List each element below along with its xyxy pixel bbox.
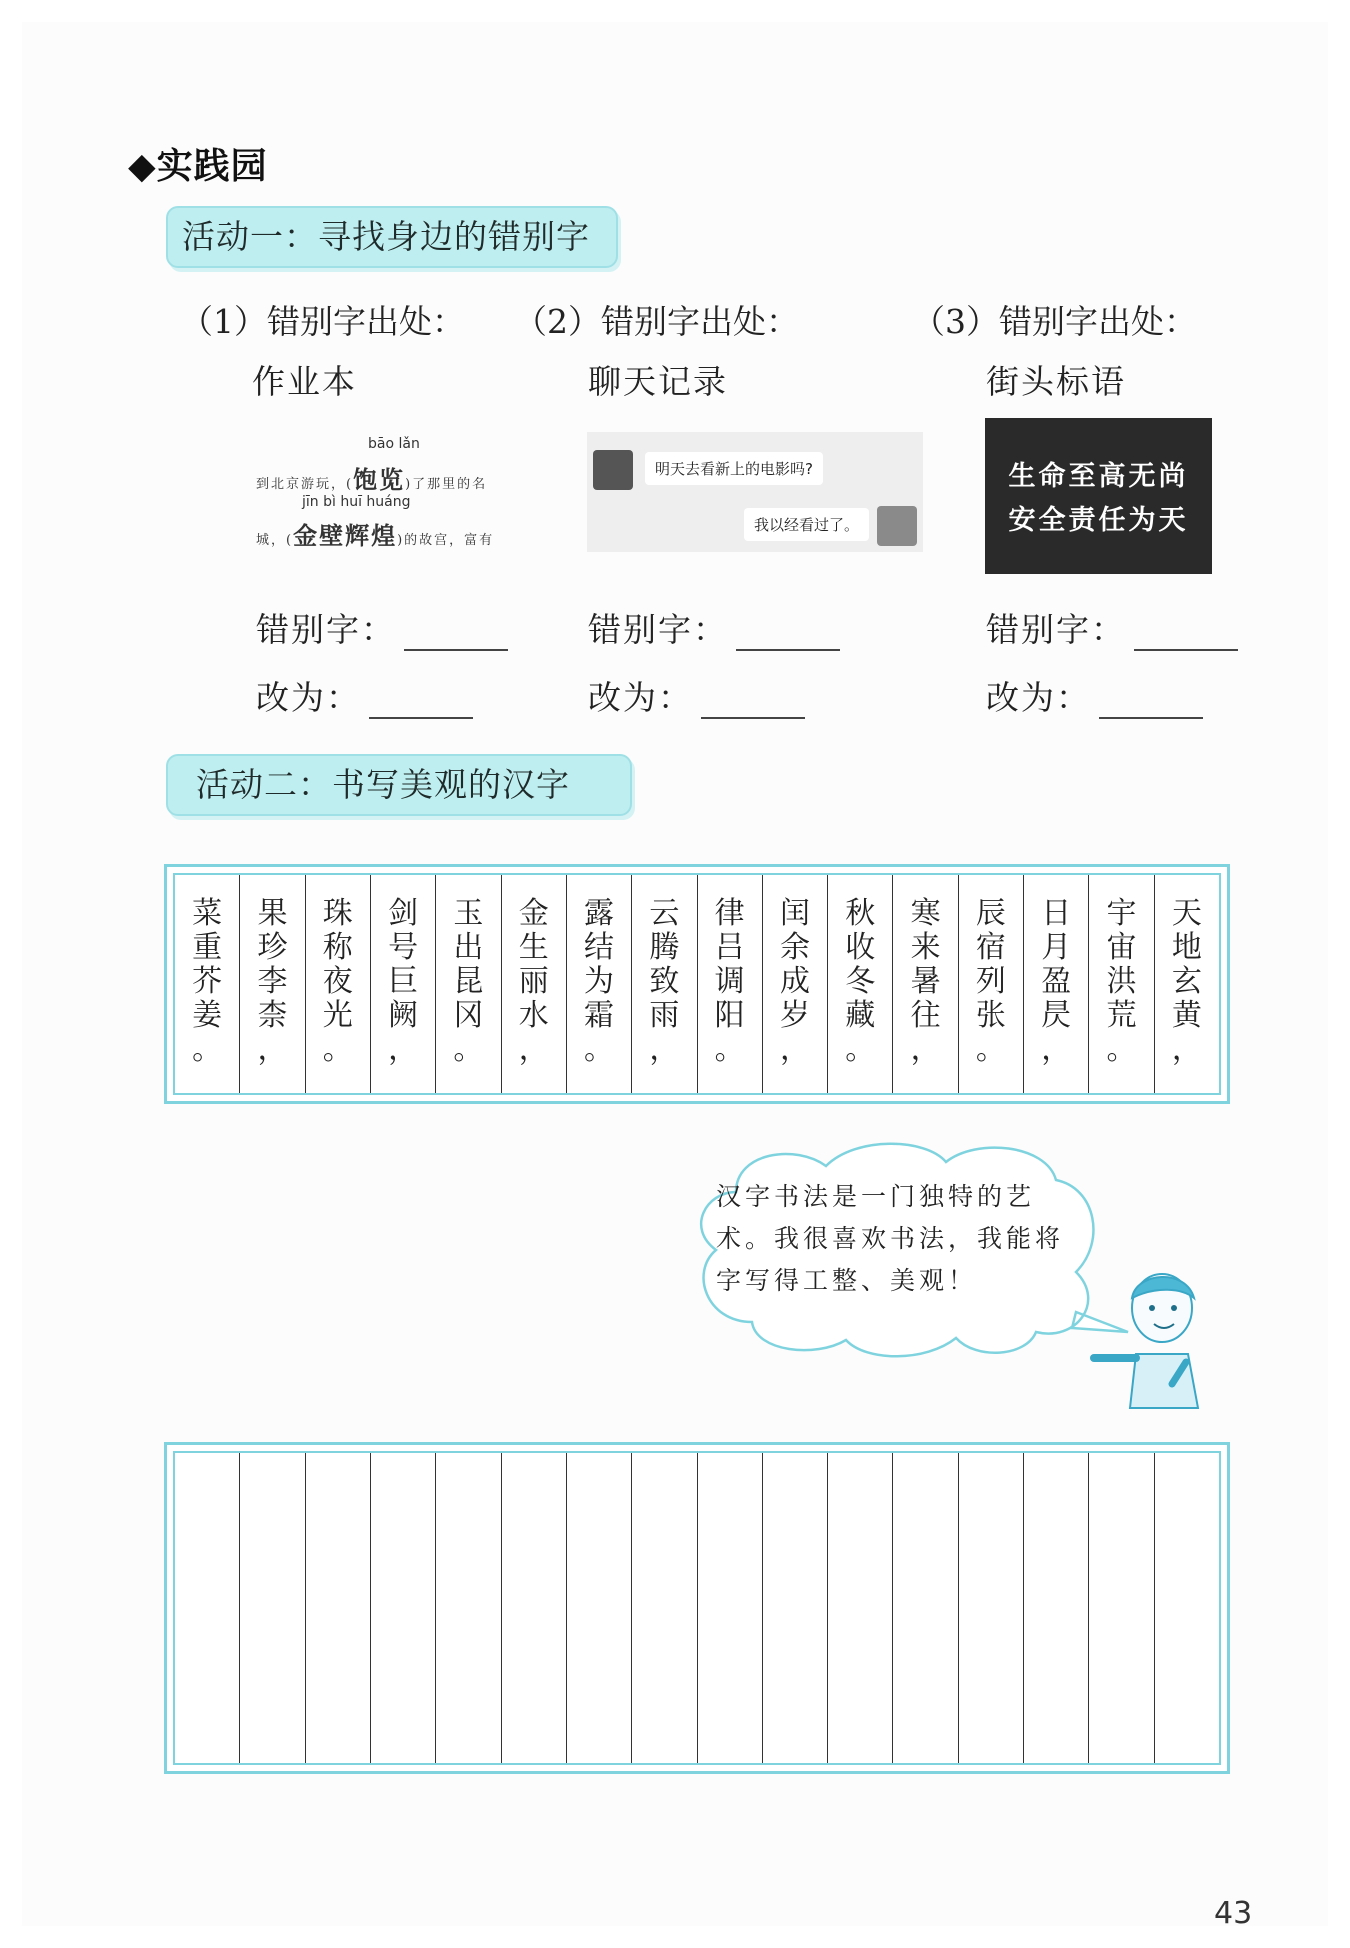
poem-column [1089, 875, 1154, 1093]
writing-column[interactable] [698, 1453, 763, 1763]
poem-column [1024, 875, 1089, 1093]
poem-character: 号 [388, 930, 419, 965]
answer-fix-2[interactable]: 改为： [588, 672, 805, 719]
poem-character: 。 [453, 1032, 484, 1067]
homework-line-2: 城，(金壁辉煌)的故宫，富有 [256, 521, 495, 550]
chat-image [587, 432, 923, 552]
poem-column [436, 875, 501, 1093]
chat-message-1: 明天去看新上的电影吗? [645, 452, 823, 485]
poem-character: 金 [518, 896, 549, 931]
poem-character: 阙 [388, 998, 419, 1033]
poem-character: ， [518, 1032, 549, 1067]
poem-character: 腾 [649, 930, 680, 965]
writing-column[interactable] [306, 1453, 371, 1763]
poem-character: ， [910, 1032, 941, 1067]
poem-character: 秋 [845, 896, 876, 931]
banner-line-1: 生命至高无尚 [1008, 461, 1189, 492]
poem-character: 来 [910, 930, 941, 965]
poem-column [893, 875, 958, 1093]
poem-character: 盈 [1041, 964, 1072, 999]
poem-character: 冬 [845, 964, 876, 999]
poem-character: 致 [649, 964, 680, 999]
poem-character: 柰 [257, 998, 288, 1033]
cartoon-boy-icon [1086, 1258, 1216, 1418]
poem-character: 日 [1041, 896, 1072, 931]
poem-character: 雨 [649, 998, 680, 1033]
writing-column[interactable] [1155, 1453, 1219, 1763]
writing-column[interactable] [240, 1453, 305, 1763]
poem-character: 宿 [975, 930, 1006, 965]
source-name-3: 街头标语 [986, 362, 1126, 401]
poem-character: 昆 [453, 964, 484, 999]
pinyin-line-2: jīn bì huī huáng [302, 494, 411, 510]
poem-character: 重 [192, 930, 223, 965]
writing-column[interactable] [959, 1453, 1024, 1763]
chat-message-2: 我以经看过了。 [744, 508, 869, 541]
poem-character: 果 [257, 896, 288, 931]
poem-column [632, 875, 697, 1093]
wrong-word-1: 饱览 [353, 465, 406, 494]
poem-character: 。 [1106, 1032, 1137, 1067]
answer-wrong-2[interactable]: 错别字： [588, 604, 840, 651]
writing-column[interactable] [567, 1453, 632, 1763]
source-name-1: 作业本 [252, 362, 357, 401]
poem-character: 结 [584, 930, 615, 965]
poem-column [567, 875, 632, 1093]
poem-character: 李 [257, 964, 288, 999]
source-label-2: （2）错别字出处： [514, 302, 799, 341]
writing-column[interactable] [828, 1453, 893, 1763]
poem-character: 律 [714, 896, 745, 931]
poem-character: 阳 [714, 998, 745, 1033]
poem-character: 月 [1041, 930, 1072, 965]
poem-character: ， [779, 1032, 810, 1067]
poem-character: 为 [584, 964, 615, 999]
poem-character: 。 [322, 1032, 353, 1067]
poem-character: 闰 [779, 896, 810, 931]
source-name-2: 聊天记录 [588, 362, 728, 401]
writing-column[interactable] [1024, 1453, 1089, 1763]
homework-line-1: 到北京游玩，(饱览)了那里的名 [256, 465, 488, 494]
poem-character: ， [1041, 1032, 1072, 1067]
poem-character: 寒 [910, 896, 941, 931]
poem-column [1155, 875, 1219, 1093]
poem-character: 玄 [1171, 964, 1202, 999]
poem-column [306, 875, 371, 1093]
poem-column [698, 875, 763, 1093]
poem-character: 。 [845, 1032, 876, 1067]
poem-character: 洪 [1106, 964, 1137, 999]
poem-character: 成 [779, 964, 810, 999]
writing-column[interactable] [175, 1453, 240, 1763]
poem-character: 丽 [518, 964, 549, 999]
homework-image [256, 432, 526, 552]
page-number: 43 [1214, 1896, 1253, 1931]
answer-wrong-1[interactable]: 错别字： [256, 604, 508, 651]
poem-character: 暑 [910, 964, 941, 999]
poem-character: ， [1171, 1032, 1202, 1067]
speech-text: 汉字书法是一门独特的艺术。我很喜欢书法，我能将字写得工整、美观！ [716, 1182, 1065, 1295]
poem-character: 夜 [322, 964, 353, 999]
poem-character: 黄 [1171, 998, 1202, 1033]
poem-character: 宇 [1106, 896, 1137, 931]
user-avatar-icon [877, 506, 917, 546]
wrong-word-2: 金壁辉煌 [293, 521, 398, 550]
poem-character: ， [257, 1032, 288, 1067]
poem-character: 云 [649, 896, 680, 931]
poem-character: 珍 [257, 930, 288, 965]
poem-column [959, 875, 1024, 1093]
poem-character: 菜 [192, 896, 223, 931]
source-label-3: （3）错别字出处： [912, 302, 1197, 341]
writing-column[interactable] [763, 1453, 828, 1763]
poem-character: 玉 [453, 896, 484, 931]
poem-column [240, 875, 305, 1093]
answer-fix-1[interactable]: 改为： [256, 672, 473, 719]
poem-character: 姜 [192, 998, 223, 1033]
answer-wrong-3[interactable]: 错别字： [986, 604, 1238, 651]
writing-column[interactable] [632, 1453, 697, 1763]
banner-line-2: 安全责任为天 [1008, 505, 1189, 536]
poem-character: 芥 [192, 964, 223, 999]
writing-column[interactable] [893, 1453, 958, 1763]
poem-character: 辰 [975, 896, 1006, 931]
poem-character: 地 [1171, 930, 1202, 965]
poem-character: 余 [779, 930, 810, 965]
speech-cloud [676, 1132, 1096, 1352]
source-label-1: （1）错别字出处： [180, 302, 465, 341]
street-banner-image [985, 418, 1212, 574]
poem-character: 。 [975, 1032, 1006, 1067]
writing-grid[interactable] [164, 1442, 1230, 1774]
pinyin-line-1: bāo lǎn [368, 436, 420, 452]
poem-column [502, 875, 567, 1093]
poem-character: 藏 [845, 998, 876, 1033]
poem-character: 水 [518, 998, 549, 1033]
poem-character: 霜 [584, 998, 615, 1033]
writing-column[interactable] [436, 1453, 501, 1763]
poem-character: 光 [322, 998, 353, 1033]
poem-character: 生 [518, 930, 549, 965]
poem-character: 天 [1171, 896, 1202, 931]
poem-character: 收 [845, 930, 876, 965]
poem-character: 。 [192, 1032, 223, 1067]
poem-character: ， [388, 1032, 419, 1067]
poem-character: 往 [910, 998, 941, 1033]
writing-column[interactable] [502, 1453, 567, 1763]
poem-character: 张 [975, 998, 1006, 1033]
poem-character: 巨 [388, 964, 419, 999]
activity2-title: 活动二：书写美观的汉字 [166, 754, 632, 816]
poem-character: 出 [453, 930, 484, 965]
poem-column [763, 875, 828, 1093]
poem-character: 昃 [1041, 998, 1072, 1033]
answer-fix-3[interactable]: 改为： [986, 672, 1203, 719]
poem-character: 冈 [453, 998, 484, 1033]
poem-column [828, 875, 893, 1093]
poem-character: ， [649, 1032, 680, 1067]
poem-character: 吕 [714, 930, 745, 965]
section-title: ◆实践园 [128, 146, 268, 187]
poem-grid [164, 864, 1230, 1104]
poem-character: 列 [975, 964, 1006, 999]
poem-character: 剑 [388, 896, 419, 931]
poem-character: 宙 [1106, 930, 1137, 965]
poem-character: 露 [584, 896, 615, 931]
poem-character: 岁 [779, 998, 810, 1033]
writing-column[interactable] [1089, 1453, 1154, 1763]
activity1-title: 活动一：寻找身边的错别字 [166, 206, 618, 268]
poem-character: 荒 [1106, 998, 1137, 1033]
poem-character: 珠 [322, 896, 353, 931]
poem-character: 。 [584, 1032, 615, 1067]
poem-character: 称 [322, 930, 353, 965]
cat-avatar-icon [593, 450, 633, 490]
poem-character: 。 [714, 1032, 745, 1067]
poem-character: 调 [714, 964, 745, 999]
poem-column [175, 875, 240, 1093]
poem-column [371, 875, 436, 1093]
writing-column[interactable] [371, 1453, 436, 1763]
